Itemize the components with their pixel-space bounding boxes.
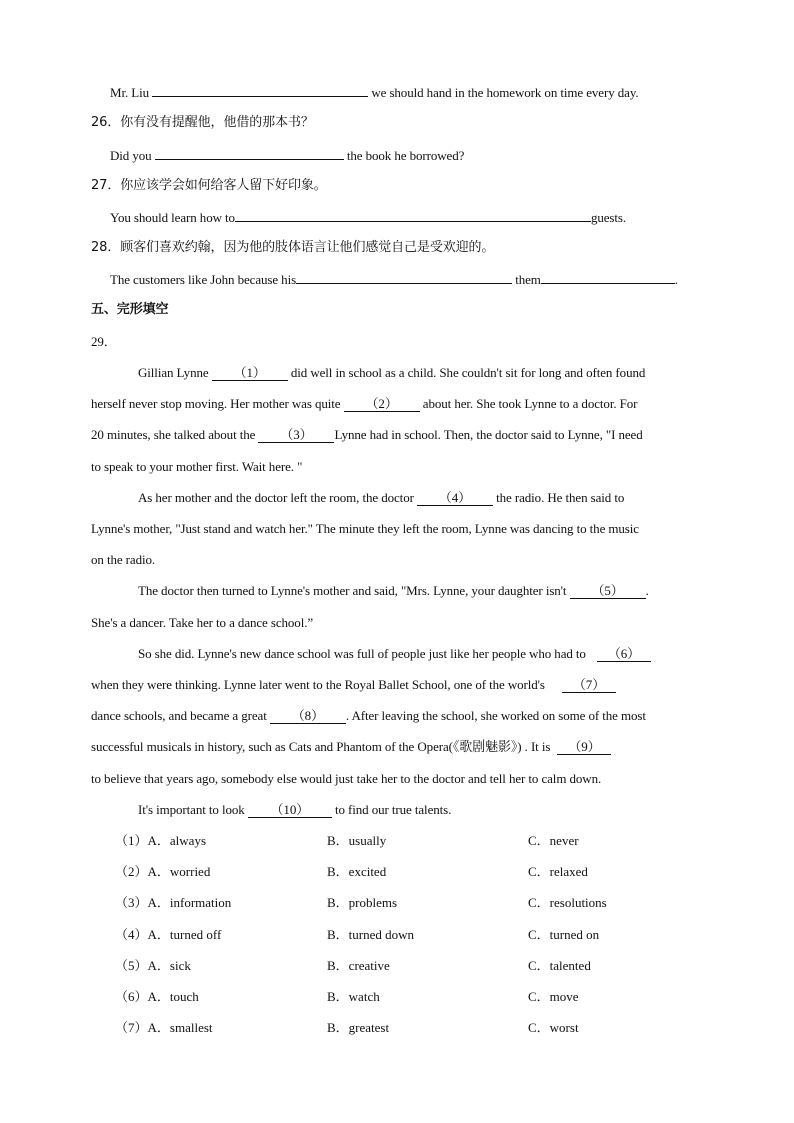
passage-line [91, 677, 616, 693]
option-c[interactable]: C．never [528, 833, 579, 848]
option-row [115, 864, 210, 880]
passage-text: As her mother and the doctor left the room, the doctor [138, 490, 414, 505]
blank-label: （7） [572, 677, 606, 692]
passage-line [138, 802, 451, 818]
passage-text: to believe that years ago, somebody else would just take her to the doctor and tell her to calm down. [91, 771, 602, 786]
option-c[interactable]: C．turned on [528, 927, 600, 942]
question-27-chinese [91, 178, 327, 194]
translation-line-27 [110, 209, 626, 226]
passage-line [91, 552, 155, 568]
passage-text: dance schools, and became a great [91, 708, 267, 723]
option-b[interactable]: B．creative [327, 958, 390, 973]
chinese-sentence: 你应该学会如何给客人留下好印象。 [120, 178, 327, 193]
passage-text: Lynne had in school. Then, the doctor said to Lynne, "I need [334, 427, 643, 442]
option-a[interactable]: A．smallest [147, 1020, 213, 1035]
option-b[interactable]: B．turned down [327, 927, 415, 942]
item-suffix: we should hand in the homework on time every day. [371, 85, 639, 100]
blank-label: （6） [607, 646, 641, 661]
blank-1[interactable] [212, 365, 288, 381]
option-c[interactable]: C．worst [528, 1020, 579, 1035]
section-title: 五、完形填空 [91, 302, 169, 317]
passage-line [138, 646, 651, 662]
option-number: （1） [115, 833, 148, 848]
passage-text: to find our true talents. [334, 802, 452, 817]
option-c[interactable]: C．move [528, 989, 579, 1004]
question-number: 26． [91, 115, 121, 130]
option-row [115, 833, 206, 849]
passage-text: It's important to look [138, 802, 245, 817]
blank-label: （8） [291, 708, 324, 723]
passage-text: Lynne's mother, "Just stand and watch her." The minute they left the room, Lynne was dancing to the music [91, 521, 639, 536]
option-number: （2） [115, 864, 148, 879]
option-row [115, 927, 221, 943]
option-row [115, 958, 191, 974]
answer-blank[interactable] [155, 147, 344, 160]
option-a[interactable]: A．information [147, 895, 232, 910]
item-prefix: The customers like John because his [110, 272, 297, 287]
blank-label: （3） [280, 427, 313, 442]
passage-line [91, 771, 601, 787]
passage-text: 20 minutes, she talked about the [91, 427, 256, 442]
item-suffix: guests. [590, 210, 627, 225]
option-a[interactable]: A．turned off [147, 927, 222, 942]
passage-text: herself never stop moving. Her mother was quite [91, 396, 341, 411]
option-b[interactable]: B．usually [327, 833, 387, 848]
passage-text: about her. She took Lynne to a doctor. For [422, 396, 638, 411]
option-b[interactable]: B．watch [327, 989, 380, 1004]
option-row [115, 895, 231, 911]
passage-line [138, 583, 649, 599]
passage-text: on the radio. [91, 552, 156, 567]
option-row [115, 989, 199, 1005]
item-prefix: You should learn how to [110, 210, 235, 225]
item-suffix: the book he borrowed? [346, 148, 465, 163]
blank-label: （4） [438, 490, 472, 505]
translation-line-25 [110, 84, 639, 101]
answer-blank[interactable] [152, 84, 368, 97]
option-number: （7） [115, 1020, 148, 1035]
passage-line [91, 459, 302, 475]
option-number: （5） [115, 958, 148, 973]
item-suffix: . [674, 272, 678, 287]
passage-text: when they were thinking. Lynne later went to the Royal Ballet School, one of the world's [91, 677, 545, 692]
passage-text: So she did. Lynne's new dance school was full of people just like her people who had to [138, 646, 586, 661]
question-26-chinese [91, 115, 314, 131]
passage-line [91, 427, 643, 443]
item-prefix: Mr. Liu [110, 85, 150, 100]
passage-text: She's a dancer. Take her to a dance school.” [91, 615, 314, 630]
option-number: （6） [115, 989, 148, 1004]
blank-label: （10） [270, 802, 310, 817]
answer-blank[interactable] [541, 271, 675, 284]
chinese-sentence: 你有没有提醒他，他借的那本书？ [120, 115, 314, 130]
passage-text: Gillian Lynne [138, 365, 209, 380]
answer-blank[interactable] [296, 271, 512, 284]
question-29-number: 29． [91, 334, 117, 349]
option-c[interactable]: C．talented [528, 958, 591, 973]
option-b[interactable]: B．excited [327, 864, 387, 879]
blank-6[interactable] [597, 646, 651, 662]
blank-label: （1） [233, 365, 266, 380]
option-b[interactable]: B．problems [327, 895, 398, 910]
passage-text: to speak to your mother first. Wait here. " [91, 459, 303, 474]
blank-label: （5） [591, 583, 624, 598]
item-middle: them [515, 272, 541, 287]
question-28-chinese [91, 240, 494, 256]
blank-5[interactable] [570, 583, 646, 599]
blank-10[interactable] [248, 802, 332, 818]
passage-text: . After leaving the school, she worked on some of the most [345, 708, 646, 723]
passage-line [91, 615, 313, 631]
passage-line [91, 708, 646, 724]
blank-7[interactable] [562, 677, 616, 693]
question-number: 27． [91, 178, 121, 193]
passage-text: did well in school as a child. She couldn't sit for long and often found [290, 365, 646, 380]
option-a[interactable]: A．always [147, 833, 207, 848]
option-a[interactable]: A．sick [147, 958, 191, 973]
passage-line [138, 490, 624, 506]
translation-line-26 [110, 147, 464, 164]
passage-text: the radio. He then said to [496, 490, 625, 505]
translation-line-28 [110, 271, 678, 288]
passage-text: successful musicals in history, such as Cats and Phantom of the Opera(《歌剧魅影》) . It is [91, 739, 551, 754]
option-a[interactable]: A．worried [147, 864, 211, 879]
option-row [115, 1020, 213, 1036]
option-c[interactable]: C．relaxed [528, 864, 588, 879]
option-number: （4） [115, 927, 148, 942]
chinese-sentence: 顾客们喜欢约翰，因为他的肢体语言让他们感觉自己是受欢迎的。 [120, 240, 495, 255]
blank-8[interactable] [270, 708, 346, 724]
passage-line [91, 739, 611, 755]
option-b[interactable]: B．greatest [327, 1020, 390, 1035]
passage-line [91, 521, 639, 537]
option-number: （3） [115, 895, 148, 910]
passage-line [138, 365, 645, 381]
blank-2[interactable] [344, 396, 420, 412]
passage-line [91, 396, 637, 412]
option-c[interactable]: C．resolutions [528, 895, 607, 910]
item-prefix: Did you [110, 148, 152, 163]
blank-label: （9） [568, 739, 601, 754]
question-number: 28． [91, 240, 121, 255]
blank-label: （2） [365, 396, 398, 411]
option-a[interactable]: A．touch [147, 989, 199, 1004]
passage-text: The doctor then turned to Lynne's mother and said, "Mrs. Lynne, your daughter isn't [138, 583, 567, 598]
passage-text: . [645, 583, 649, 598]
blank-9[interactable] [557, 739, 611, 755]
blank-4[interactable] [417, 490, 493, 506]
answer-blank[interactable] [235, 209, 591, 222]
blank-3[interactable] [258, 427, 334, 443]
